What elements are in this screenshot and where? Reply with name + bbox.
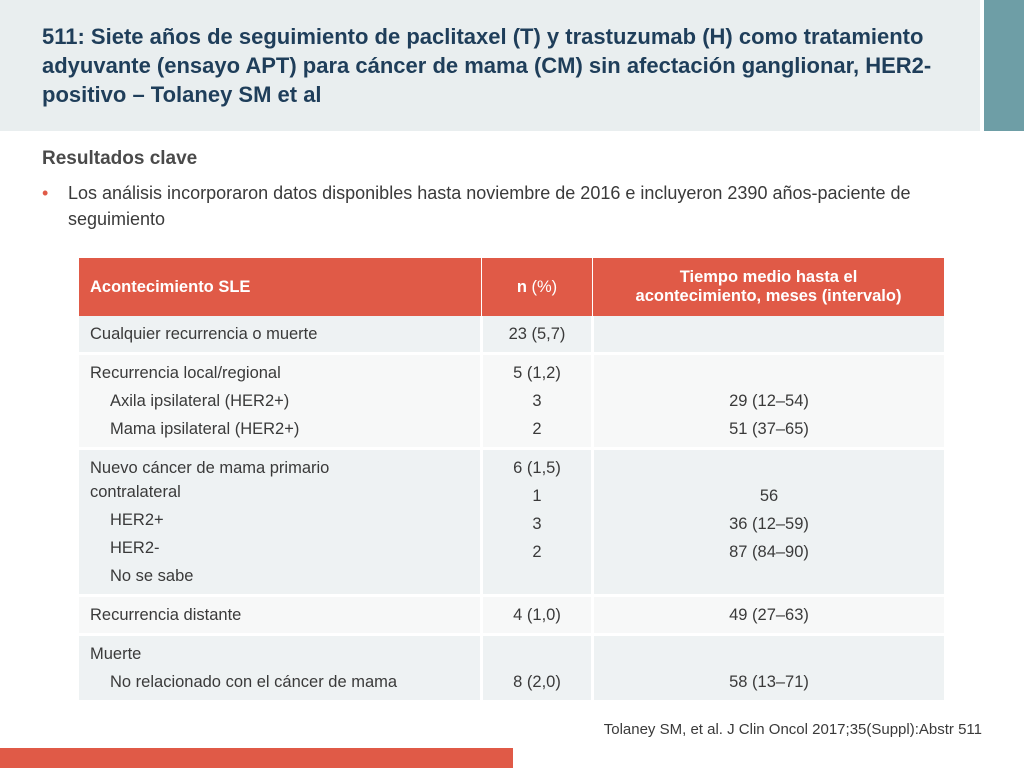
cell-time: 56 36 (12–59) 87 (84–90)	[593, 449, 945, 596]
table-row	[79, 635, 944, 702]
bullet-item	[42, 180, 972, 232]
header-n: n (%)	[482, 258, 593, 316]
results-table	[79, 258, 944, 703]
cell-time	[593, 316, 945, 354]
table-header-row	[79, 258, 944, 316]
cell-n: 6 (1,5) 1 3 2	[482, 449, 593, 596]
cell-event: Recurrencia distante	[79, 596, 482, 635]
footer-accent-bar	[0, 748, 513, 768]
table-row	[79, 354, 944, 449]
citation: Tolaney SM, et al. J Clin Oncol 2017;35(Suppl):Abstr 511	[603, 721, 982, 738]
bullet-dot-icon: •	[42, 183, 49, 203]
cell-event: Muerte No relacionado con el cáncer de mama	[79, 635, 482, 702]
header-event: Acontecimiento SLE	[79, 258, 482, 316]
cell-event: Cualquier recurrencia o muerte	[79, 316, 482, 354]
cell-event: Recurrencia local/regional Axila ipsilateral (HER2+) Mama ipsilateral (HER2+)	[79, 354, 482, 449]
table-row	[79, 596, 944, 635]
cell-n: 4 (1,0)	[482, 596, 593, 635]
cell-n: 23 (5,7)	[482, 316, 593, 354]
table-row	[79, 449, 944, 596]
cell-time: 58 (13–71)	[593, 635, 945, 702]
cell-n: 5 (1,2) 3 2	[482, 354, 593, 449]
bullet-text: Los análisis incorporaron datos disponibles hasta noviembre de 2016 e incluyeron 2390 años-paciente de seguimiento	[68, 183, 911, 229]
side-accent-band	[984, 0, 1024, 131]
cell-n: 8 (2,0)	[482, 635, 593, 702]
cell-time: 29 (12–54) 51 (37–65)	[593, 354, 945, 449]
cell-event: Nuevo cáncer de mama primario contralateral HER2+ HER2- No se sabe	[79, 449, 482, 596]
table-row	[79, 316, 944, 354]
header-time: Tiempo medio hasta el acontecimiento, meses (intervalo)	[593, 258, 945, 316]
cell-time: 49 (27–63)	[593, 596, 945, 635]
slide-title: 511: Siete años de seguimiento de paclitaxel (T) y trastuzumab (H) como tratamiento adyuvante (ensayo APT) para cáncer de mama (CM) sin afectación ganglionar, HER2-positivo – Tolaney SM et al	[42, 24, 932, 107]
section-heading: Resultados clave	[42, 148, 198, 169]
